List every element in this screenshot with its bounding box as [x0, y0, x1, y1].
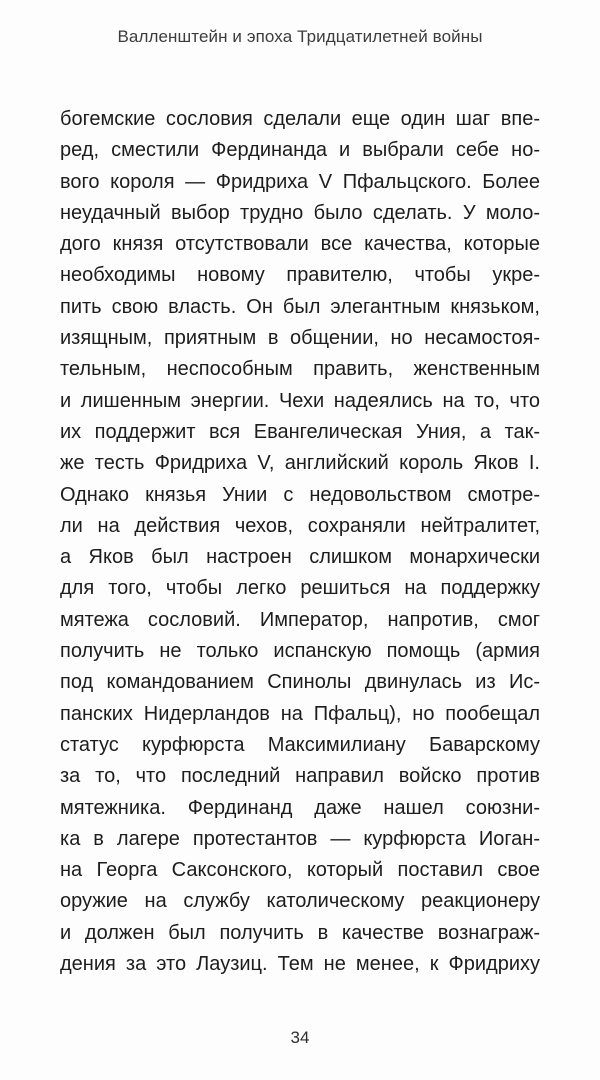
text-line: оружие на службу католическому реакционеру: [60, 890, 540, 913]
running-header: Валленштейн и эпоха Тридцатилетней войны: [117, 27, 483, 46]
text-line: ли на действия чехов, сохраняли нейтралитет,: [60, 514, 540, 537]
text-line: а Яков был настроен слишком монархически: [60, 546, 540, 569]
text-line: дения за это Лаузиц. Тем не менее, к Фридриху: [60, 953, 540, 976]
text-line: статус курфюрста Максимилиану Баварскому: [60, 733, 540, 756]
text-line: для того, чтобы легко решиться на поддержку: [60, 577, 540, 600]
text-line: вого короля — Фридриха V Пфальцского. Более: [60, 170, 540, 193]
page-text: [60, 104, 540, 980]
text-line: и лишенным энергии. Чехи надеялись на то, что: [60, 389, 540, 412]
text-line: дого князя отсутствовали все качества, которые: [60, 233, 540, 256]
text-line: ред, сместили Фердинанда и выбрали себе но-: [60, 139, 540, 162]
text-line: богемские сословия сделали еще один шаг впе-: [60, 108, 540, 130]
text-line: мятежа сословий. Император, напротив, смог: [60, 608, 540, 631]
text-line: ка в лагере протестантов — курфюрста Иоган-: [60, 827, 540, 850]
text-line: мятежника. Фердинанд даже нашел союзни-: [60, 796, 540, 819]
text-line: получить не только испанскую помощь (армия: [60, 640, 540, 663]
text-line: необходимы новому правителю, чтобы укре-: [60, 264, 540, 287]
text-line: же тесть Фридриха V, английский король Яков I.: [60, 452, 540, 475]
text-line: Однако князья Унии с недовольством смотре-: [60, 483, 540, 506]
text-line: тельным, неспособным править, женственным: [60, 358, 540, 381]
text-line: пить свою власть. Он был элегантным князьком,: [60, 295, 540, 318]
text-line: изящным, приятным в общении, но несамостоя-: [60, 327, 540, 350]
text-line: под командованием Спинолы двинулась из Ис-: [60, 671, 540, 694]
text-line: их поддержит вся Евангелическая Уния, а так-: [60, 420, 540, 443]
page-number: 34: [290, 1028, 310, 1047]
text-line: панских Нидерландов на Пфальц), но пообещал: [60, 702, 540, 725]
text-line: на Георга Саксонского, который поставил свое: [60, 859, 540, 882]
text-line: за то, что последний направил войско против: [60, 765, 540, 788]
text-line: и должен был получить в качестве вознаграж-: [60, 921, 540, 944]
text-line: неудачный выбор трудно было сделать. У моло-: [60, 201, 540, 224]
